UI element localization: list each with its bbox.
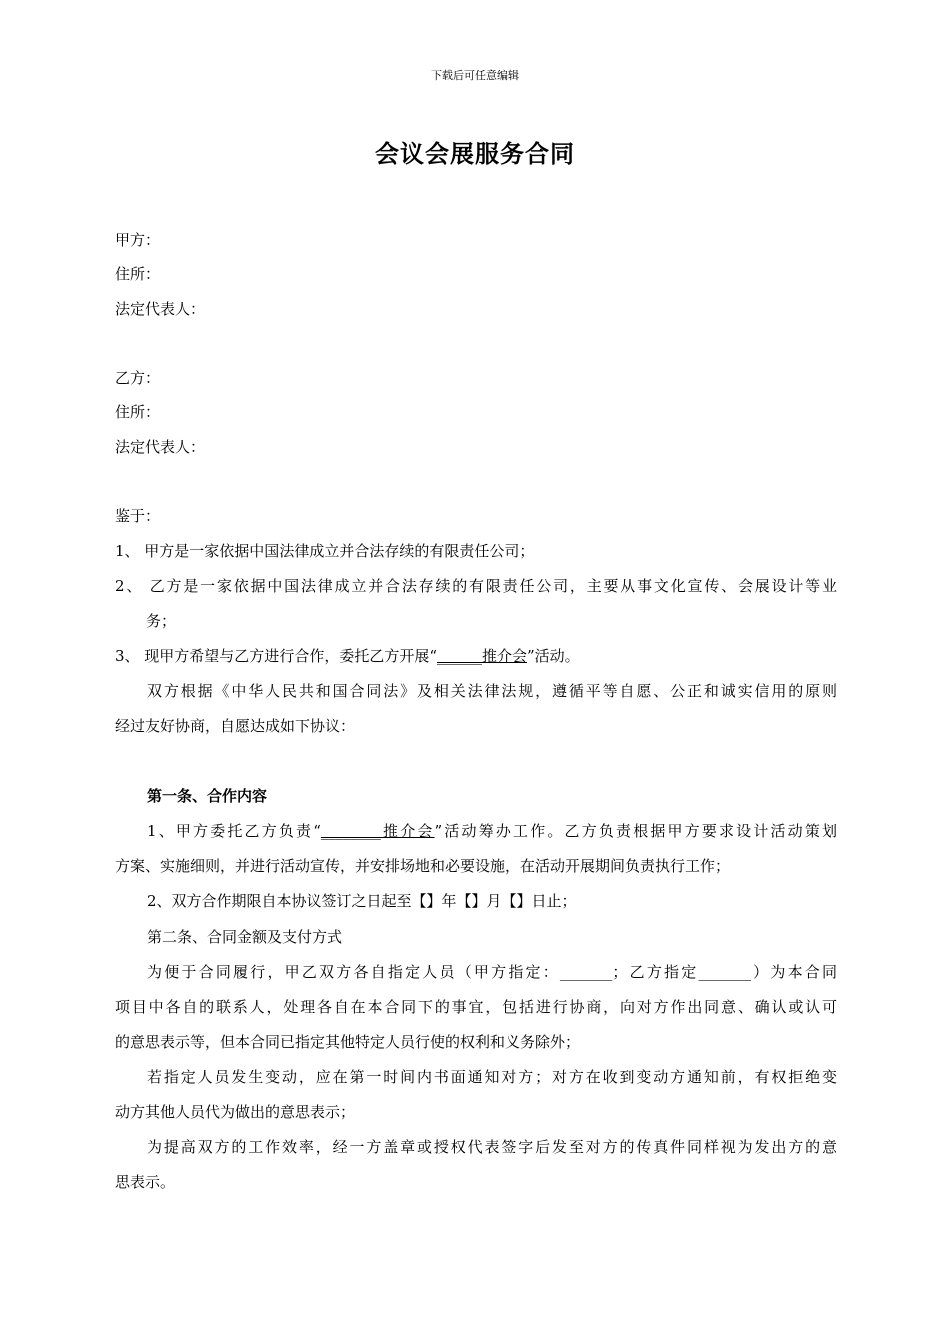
document-title: 会议会展服务合同 [375,139,575,168]
party-b-label: 乙方： [115,369,161,387]
whereas-item-1: 1、 甲方是一家依据中国法律成立并合法存续的有限责任公司； [115,542,535,560]
article-2-para-1-line-2: 项目中各自的联系人，处理各自在本合同下的事宜，包括进行协商，向对方作出同意、确认或认可 [115,998,837,1016]
article-2-para-1-line-3: 的意思表示等，但本合同已指定其他特定人员行使的权利和义务除外； [115,1033,581,1051]
clause-1-suffix: ”活动筹办工作。乙方负责根据甲方要求设计活动策划 [434,822,838,840]
party-b-address: 住所： [115,403,161,421]
party-a-label: 甲方： [115,231,161,249]
article-1-clause-1-line-1 [147,821,837,841]
whereas-item-3-suffix: ”活动。 [527,647,580,665]
whereas-item-2-line-1: 2、 乙方是一家依据中国法律成立并合法存续的有限责任公司，主要从事文化宣传、会展设计等业 [115,577,837,595]
party-b-representative: 法定代表人： [115,438,206,456]
clause-1-prefix: 1、甲方委托乙方负责“ [147,822,321,840]
whereas-item-2-line-2: 务； [146,612,177,630]
article-2-para-1-line-1: 为便于合同履行，甲乙双方各自指定人员（甲方指定：_______；乙方指定_______）为本合同 [147,963,837,981]
agreement-preamble-line-1: 双方根据《中华人民共和国合同法》及相关法律法规，遵循平等自愿、公正和诚实信用的原则 [147,682,837,700]
clause-1-blank: ________推介会 [320,822,435,840]
whereas-heading: 鉴于： [115,507,161,525]
article-2-heading: 第二条、合同金额及支付方式 [147,928,343,946]
party-a-representative: 法定代表人： [115,300,206,318]
article-1-heading: 第一条、合作内容 [147,787,268,805]
article-2-para-3-line-2: 思表示。 [115,1173,176,1191]
article-1-clause-2: 2、双方合作期限自本协议签订之日起至【】年【】月【】日止； [147,892,577,910]
whereas-item-3 [115,646,837,666]
article-2-para-2-line-1: 若指定人员发生变动，应在第一时间内书面通知对方；对方在收到变动方通知前，有权拒绝变 [147,1068,837,1086]
article-1-clause-1-line-2: 方案、实施细则，并进行活动宣传，并安排场地和必要设施，在活动开展期间负责执行工作； [115,857,731,875]
agreement-preamble-line-2: 经过友好协商，自愿达成如下协议： [115,717,356,735]
whereas-item-3-prefix: 3、 现甲方希望与乙方进行合作，委托乙方开展“ [115,647,437,665]
page-header-note: 下载后可任意编辑 [431,69,519,82]
whereas-item-3-blank: ______推介会 [436,647,527,665]
article-2-para-2-line-2: 动方其他人员代为做出的意思表示； [115,1103,356,1121]
article-2-para-3-line-1: 为提高双方的工作效率，经一方盖章或授权代表签字后发至对方的传真件同样视为发出方的意 [147,1138,837,1156]
party-a-address: 住所： [115,265,161,283]
